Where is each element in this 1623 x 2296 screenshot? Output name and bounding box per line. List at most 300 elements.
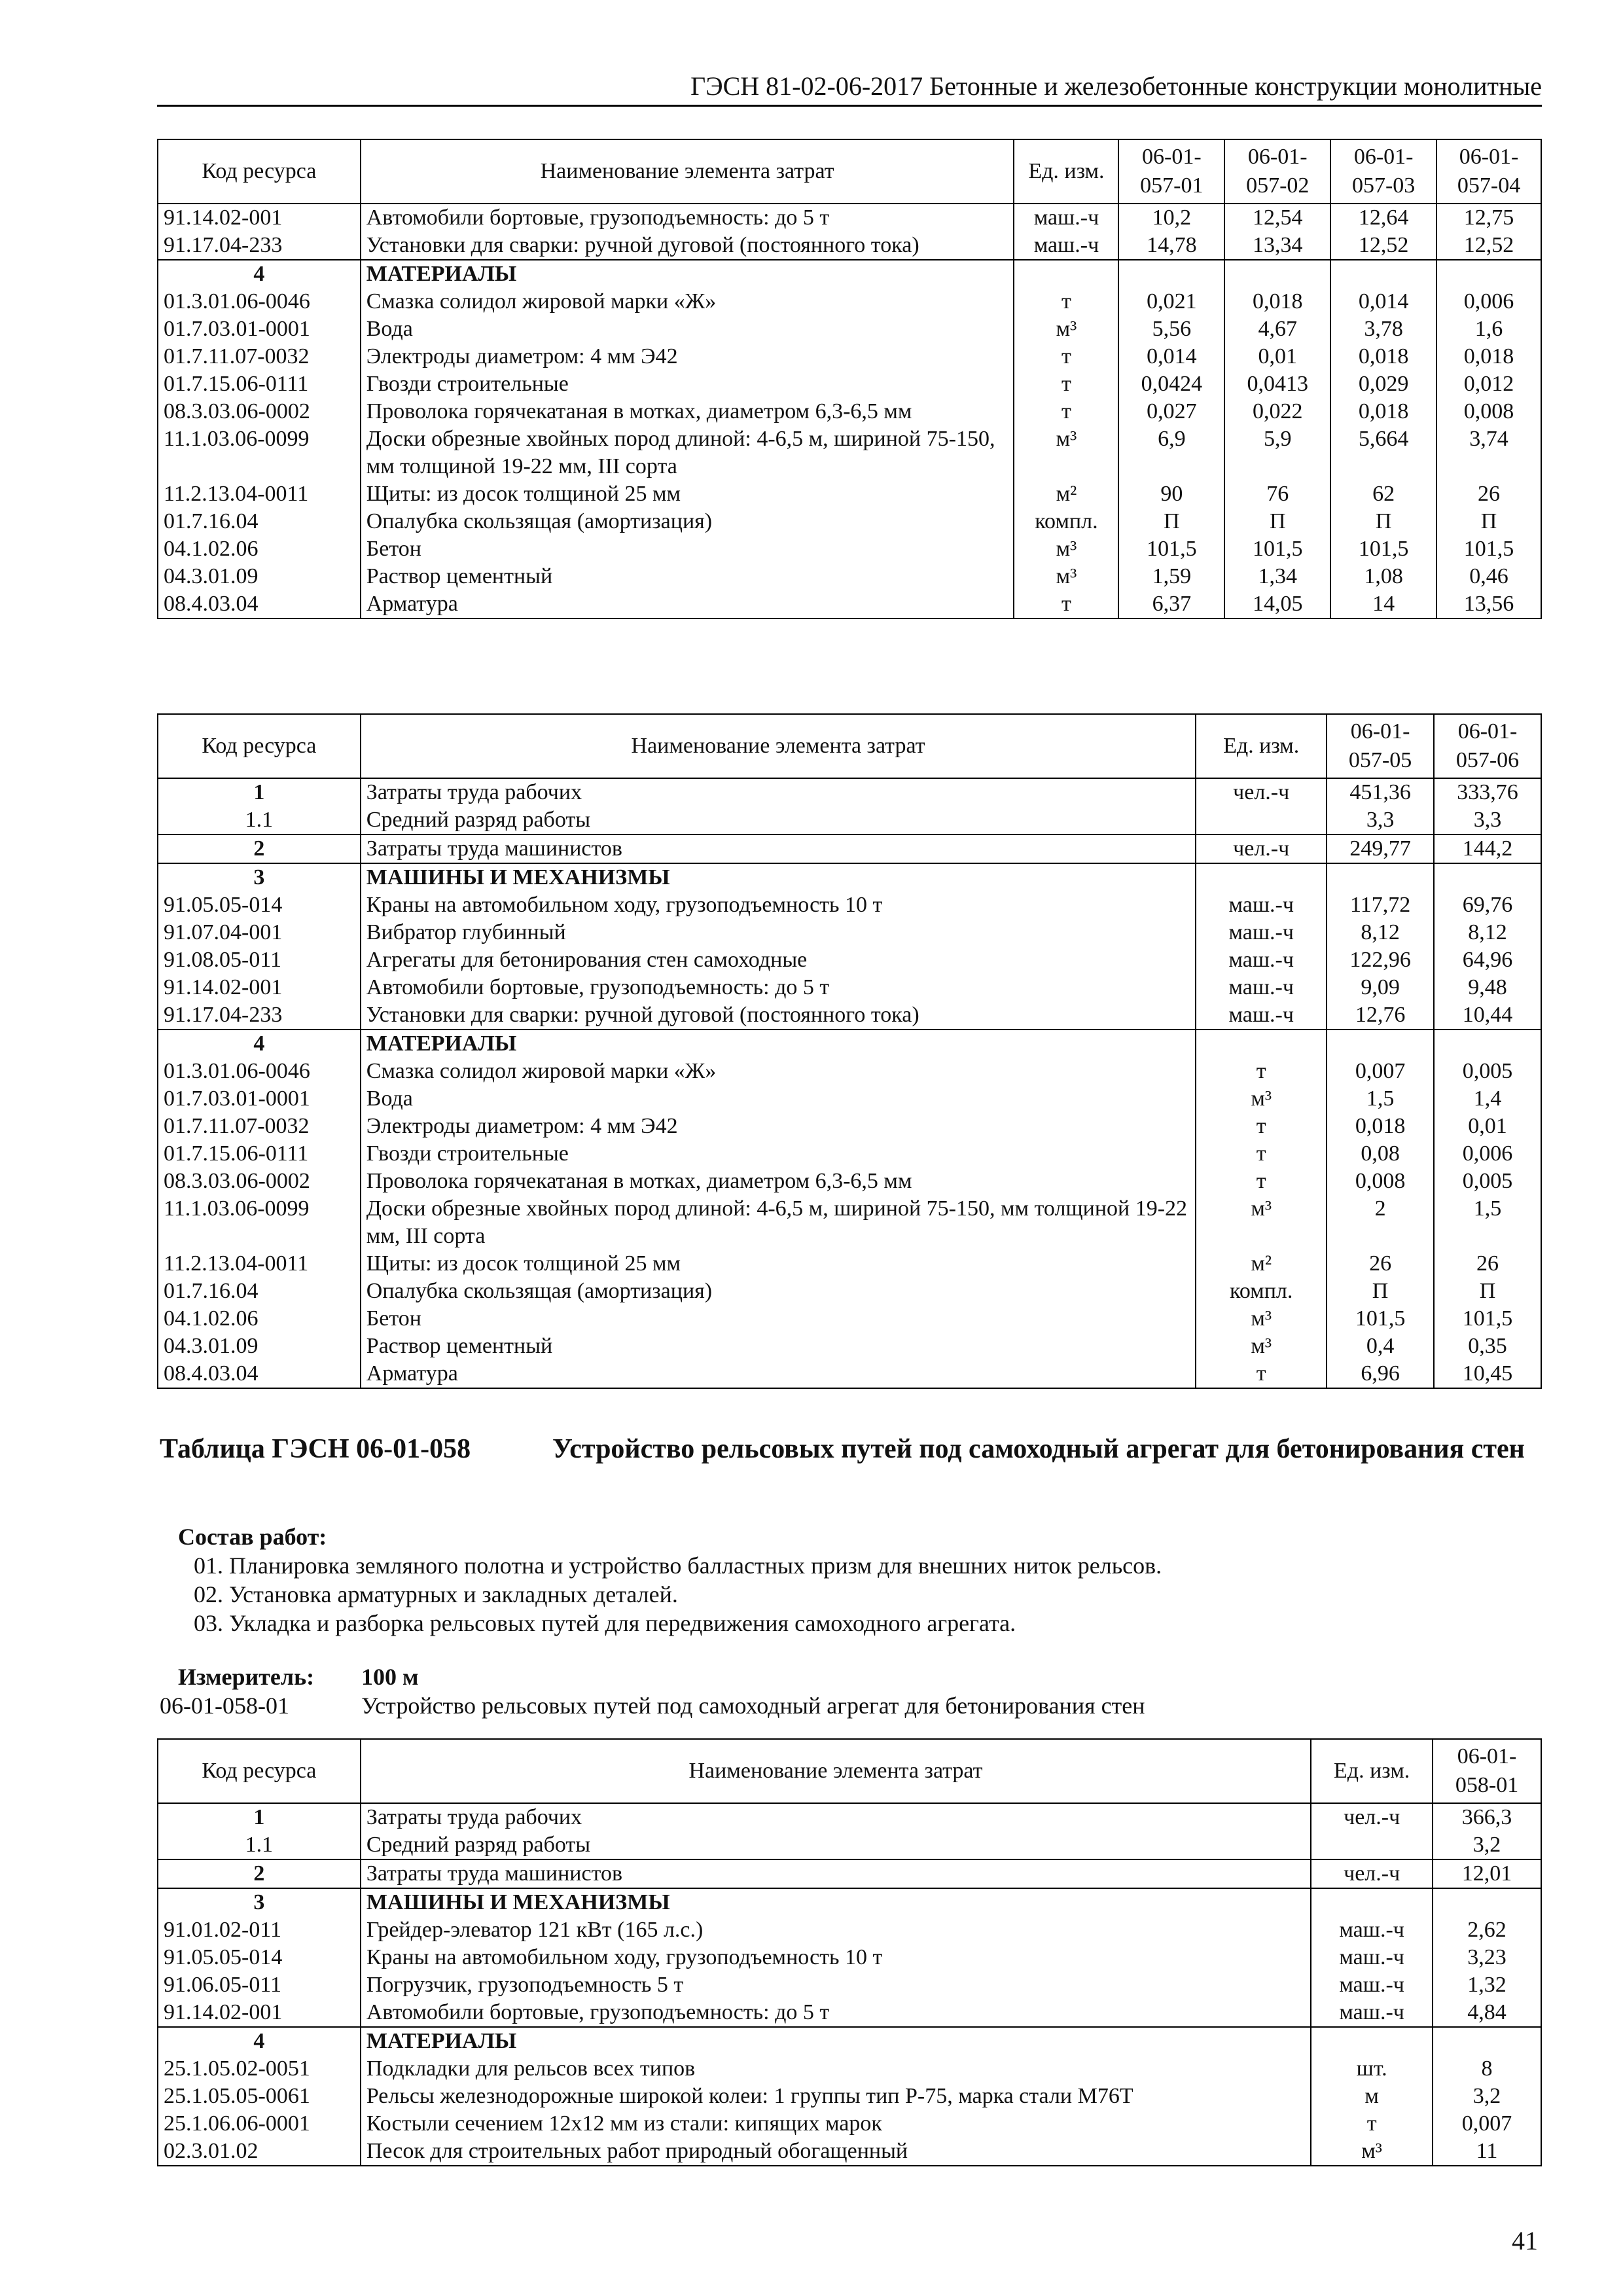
norm-value: 3,78 [1330, 315, 1436, 343]
meter-value: 100 м [361, 1664, 419, 1690]
norm-value: 0,012 [1436, 370, 1541, 398]
unit-of-measure: маш.-ч [1014, 204, 1118, 232]
norm-value: 14,78 [1118, 232, 1224, 260]
unit-of-measure: м³ [1196, 1305, 1327, 1333]
cost-element-name: Грейдер-элеватор 121 кВт (165 л.с.) [361, 1916, 1311, 1944]
resource-code: 25.1.05.02-0051 [158, 2055, 361, 2083]
cost-element-name: Щиты: из досок толщиной 25 мм [361, 1250, 1196, 1278]
unit-of-measure: т [1196, 1058, 1327, 1085]
norm-value: 3,3 [1327, 806, 1434, 834]
norm-value: 1,32 [1433, 1971, 1541, 1999]
norm-value [1434, 863, 1541, 891]
norm-value: 1,5 [1434, 1195, 1541, 1250]
cost-table-057-05-06 [157, 713, 1542, 1389]
norm-value: 12,01 [1433, 1859, 1541, 1888]
norm-value: 8,12 [1327, 919, 1434, 946]
cost-element-name: Арматура [361, 590, 1014, 619]
resource-code: 11.1.03.06-0099 [158, 425, 361, 480]
header-col: 06-01-057-03 [1330, 139, 1436, 204]
unit-of-measure [1196, 806, 1327, 834]
cost-element-name: Опалубка скользящая (амортизация) [361, 1278, 1196, 1305]
norm-code: 06-01-058-01 [160, 1693, 289, 1719]
resource-code: 91.07.04-001 [158, 919, 361, 946]
unit-of-measure: чел.-ч [1196, 778, 1327, 806]
resource-code: 4 [158, 1030, 361, 1058]
norm-value: П [1434, 1278, 1541, 1305]
resource-code: 1.1 [158, 806, 361, 834]
table-row [158, 398, 1541, 425]
page-header: ГЭСН 81-02-06-2017 Бетонные и железобетонные конструкции монолитные [157, 71, 1542, 107]
table-row [158, 1250, 1541, 1278]
resource-code: 25.1.05.05-0061 [158, 2083, 361, 2110]
cost-element-name: Автомобили бортовые, грузоподъемность: до 5 т [361, 974, 1196, 1001]
resource-code: 11.2.13.04-0011 [158, 1250, 361, 1278]
unit-of-measure: м³ [1196, 1085, 1327, 1113]
cost-element-name: Электроды диаметром: 4 мм Э42 [361, 1113, 1196, 1140]
resource-code: 91.14.02-001 [158, 1999, 361, 2027]
resource-code: 91.14.02-001 [158, 974, 361, 1001]
norm-value: 10,2 [1118, 204, 1224, 232]
norm-value: 0,4 [1327, 1333, 1434, 1360]
cost-element-name: Бетон [361, 1305, 1196, 1333]
cost-element-name: Проволока горячекатаная в мотках, диаметром 6,3-6,5 мм [361, 1168, 1196, 1195]
resource-code: 91.05.05-014 [158, 1944, 361, 1971]
unit-of-measure [1196, 863, 1327, 891]
norm-value: 0,027 [1118, 398, 1224, 425]
unit-of-measure: т [1014, 590, 1118, 619]
table-title-label: Таблица ГЭСН 06-01-058 [160, 1434, 471, 1464]
table-row [158, 834, 1541, 863]
table-row [158, 1916, 1541, 1944]
cost-element-name: Доски обрезные хвойных пород длиной: 4-6,5 м, шириной 75-150, мм толщиной 19-22 мм, III сорта [361, 1195, 1196, 1250]
cost-element-name: Установки для сварки: ручной дуговой (постоянного тока) [361, 1001, 1196, 1030]
unit-of-measure: м³ [1196, 1195, 1327, 1250]
table-row [158, 1999, 1541, 2027]
resource-code: 04.3.01.09 [158, 1333, 361, 1360]
table-row [158, 232, 1541, 260]
norm-value: 0,005 [1434, 1058, 1541, 1085]
unit-of-measure: м³ [1014, 535, 1118, 563]
resource-code: 11.1.03.06-0099 [158, 1195, 361, 1250]
norm-value: 5,664 [1330, 425, 1436, 480]
unit-of-measure: м³ [1196, 1333, 1327, 1360]
header-col: 06-01-057-01 [1118, 139, 1224, 204]
cost-element-name: Установки для сварки: ручной дуговой (постоянного тока) [361, 232, 1014, 260]
resource-code: 01.7.16.04 [158, 1278, 361, 1305]
header-col: 06-01-057-02 [1224, 139, 1330, 204]
resource-code: 91.01.02-011 [158, 1916, 361, 1944]
norm-value: 1,08 [1330, 563, 1436, 590]
works-list [178, 1522, 1162, 1638]
resource-code: 01.7.03.01-0001 [158, 315, 361, 343]
norm-value [1436, 260, 1541, 288]
norm-value: 0,008 [1436, 398, 1541, 425]
norm-value: 6,9 [1118, 425, 1224, 480]
table-row [158, 1195, 1541, 1250]
table-row [158, 1859, 1541, 1888]
header-code: Код ресурса [158, 139, 361, 204]
unit-of-measure: чел.-ч [1196, 834, 1327, 863]
norm-value: 0,0413 [1224, 370, 1330, 398]
unit-of-measure: компл. [1014, 508, 1118, 535]
cost-element-name: Гвозди строительные [361, 370, 1014, 398]
norm-value: 26 [1436, 480, 1541, 508]
cost-element-name: Затраты труда машинистов [361, 834, 1196, 863]
resource-code: 25.1.06.06-0001 [158, 2110, 361, 2138]
norm-value: 6,37 [1118, 590, 1224, 619]
resource-code: 2 [158, 1859, 361, 1888]
cost-element-name: Агрегаты для бетонирования стен самоходные [361, 946, 1196, 974]
unit-of-measure: м² [1014, 480, 1118, 508]
unit-of-measure [1311, 1831, 1433, 1859]
resource-code: 4 [158, 2027, 361, 2055]
norm-value: 14 [1330, 590, 1436, 619]
table-row [158, 2110, 1541, 2138]
norm-value: П [1118, 508, 1224, 535]
resource-code: 1.1 [158, 1831, 361, 1859]
norm-value [1433, 2027, 1541, 2055]
header-col: 06-01-057-05 [1327, 714, 1434, 778]
cost-element-name: Доски обрезные хвойных пород длиной: 4-6,5 м, шириной 75-150, мм толщиной 19-22 мм, III сорта [361, 425, 1014, 480]
cost-element-name: Щиты: из досок толщиной 25 мм [361, 480, 1014, 508]
norm-value: 3,2 [1433, 2083, 1541, 2110]
table-row [158, 1831, 1541, 1859]
resource-code: 01.7.15.06-0111 [158, 370, 361, 398]
resource-code: 01.7.15.06-0111 [158, 1140, 361, 1168]
norm-value: 0,0424 [1118, 370, 1224, 398]
page-number: 41 [1512, 2226, 1538, 2255]
table-row [158, 2138, 1541, 2166]
norm-value: 10,45 [1434, 1360, 1541, 1388]
table-row [158, 204, 1541, 232]
unit-of-measure: м² [1196, 1250, 1327, 1278]
cost-element-name: МАТЕРИАЛЫ [361, 260, 1014, 288]
cost-table-057-01-04 [157, 139, 1542, 619]
cost-element-name: Смазка солидол жировой марки «Ж» [361, 288, 1014, 315]
header-col: 06-01-057-04 [1436, 139, 1541, 204]
table-row [158, 288, 1541, 315]
unit-of-measure: маш.-ч [1196, 974, 1327, 1001]
unit-of-measure: маш.-ч [1196, 1001, 1327, 1030]
meter-label: Измеритель: [178, 1664, 315, 1690]
table-row [158, 806, 1541, 834]
unit-of-measure: чел.-ч [1311, 1803, 1433, 1831]
norm-value [1224, 260, 1330, 288]
norm-value: 3,23 [1433, 1944, 1541, 1971]
unit-of-measure: маш.-ч [1196, 946, 1327, 974]
unit-of-measure: маш.-ч [1311, 1971, 1433, 1999]
norm-value: 101,5 [1330, 535, 1436, 563]
norm-value: 12,76 [1327, 1001, 1434, 1030]
resource-code: 91.14.02-001 [158, 204, 361, 232]
norm-value: 101,5 [1436, 535, 1541, 563]
norm-value: 2 [1327, 1195, 1434, 1250]
norm-value: 2,62 [1433, 1916, 1541, 1944]
norm-value: 0,01 [1224, 343, 1330, 370]
resource-code: 3 [158, 863, 361, 891]
cost-element-name: Затраты труда рабочих [361, 1803, 1311, 1831]
unit-of-measure: маш.-ч [1311, 1916, 1433, 1944]
table-row [158, 315, 1541, 343]
cost-element-name: Средний разряд работы [361, 1831, 1311, 1859]
norm-value: 0,018 [1224, 288, 1330, 315]
norm-value: 1,59 [1118, 563, 1224, 590]
norm-value [1327, 863, 1434, 891]
norm-value: 366,3 [1433, 1803, 1541, 1831]
norm-value: 0,01 [1434, 1113, 1541, 1140]
unit-of-measure: маш.-ч [1311, 1944, 1433, 1971]
norm-value: 13,34 [1224, 232, 1330, 260]
norm-value: 69,76 [1434, 891, 1541, 919]
header-col: 06-01-057-06 [1434, 714, 1541, 778]
norm-value: 11 [1433, 2138, 1541, 2166]
resource-code: 01.7.11.07-0032 [158, 1113, 361, 1140]
table-row [158, 1140, 1541, 1168]
norm-value: 8,12 [1434, 919, 1541, 946]
table-row [158, 1113, 1541, 1140]
cost-element-name: Костыли сечением 12х12 мм из стали: кипящих марок [361, 2110, 1311, 2138]
table-row [158, 1888, 1541, 1916]
header-name: Наименование элемента затрат [361, 714, 1196, 778]
resource-code: 01.3.01.06-0046 [158, 1058, 361, 1085]
norm-value: 13,56 [1436, 590, 1541, 619]
resource-code: 08.4.03.04 [158, 590, 361, 619]
norm-value: 0,022 [1224, 398, 1330, 425]
norm-value: 0,018 [1330, 343, 1436, 370]
table-row [158, 370, 1541, 398]
norm-value: 5,9 [1224, 425, 1330, 480]
resource-code: 1 [158, 778, 361, 806]
norm-value: 9,48 [1434, 974, 1541, 1001]
unit-of-measure: чел.-ч [1311, 1859, 1433, 1888]
unit-of-measure: м³ [1014, 425, 1118, 480]
norm-value: 90 [1118, 480, 1224, 508]
header-code: Код ресурса [158, 1739, 361, 1803]
unit-of-measure: т [1014, 288, 1118, 315]
norm-value: 249,77 [1327, 834, 1434, 863]
norm-value: 4,67 [1224, 315, 1330, 343]
table-row [158, 260, 1541, 288]
norm-value: 62 [1330, 480, 1436, 508]
resource-code: 91.17.04-233 [158, 232, 361, 260]
norm-value: П [1327, 1278, 1434, 1305]
norm-value: 0,018 [1327, 1113, 1434, 1140]
table-row [158, 1360, 1541, 1388]
norm-value: 1,4 [1434, 1085, 1541, 1113]
resource-code: 04.1.02.06 [158, 535, 361, 563]
norm-value: 12,52 [1330, 232, 1436, 260]
resource-code: 08.4.03.04 [158, 1360, 361, 1388]
cost-element-name: Погрузчик, грузоподъемность 5 т [361, 1971, 1311, 1999]
table-row [158, 919, 1541, 946]
resource-code: 2 [158, 834, 361, 863]
norm-value: 101,5 [1224, 535, 1330, 563]
resource-code: 91.05.05-014 [158, 891, 361, 919]
norm-value: 3,74 [1436, 425, 1541, 480]
norm-value: 64,96 [1434, 946, 1541, 974]
table-row [158, 1168, 1541, 1195]
table-row [158, 1278, 1541, 1305]
header-name: Наименование элемента затрат [361, 139, 1014, 204]
norm-value: 101,5 [1434, 1305, 1541, 1333]
cost-element-name: МАТЕРИАЛЫ [361, 1030, 1196, 1058]
norm-value: 117,72 [1327, 891, 1434, 919]
norm-value: 0,014 [1330, 288, 1436, 315]
resource-code: 91.08.05-011 [158, 946, 361, 974]
norm-value: П [1330, 508, 1436, 535]
cost-element-name: Вибратор глубинный [361, 919, 1196, 946]
table-row [158, 1944, 1541, 1971]
table-row [158, 343, 1541, 370]
unit-of-measure: т [1014, 398, 1118, 425]
unit-of-measure [1014, 260, 1118, 288]
cost-element-name: Электроды диаметром: 4 мм Э42 [361, 343, 1014, 370]
cost-element-name: Раствор цементный [361, 563, 1014, 590]
norm-value: 0,018 [1436, 343, 1541, 370]
table-row [158, 508, 1541, 535]
table-row [158, 863, 1541, 891]
norm-value [1434, 1030, 1541, 1058]
norm-value: 1,6 [1436, 315, 1541, 343]
cost-element-name: Автомобили бортовые, грузоподъемность: до 5 т [361, 204, 1014, 232]
norm-value: 0,006 [1434, 1140, 1541, 1168]
norm-value [1118, 260, 1224, 288]
table-body [158, 778, 1541, 1388]
resource-code: 08.3.03.06-0002 [158, 398, 361, 425]
norm-value: 0,008 [1327, 1168, 1434, 1195]
norm-value: 76 [1224, 480, 1330, 508]
cost-element-name: Автомобили бортовые, грузоподъемность: до 5 т [361, 1999, 1311, 2027]
norm-value: 9,09 [1327, 974, 1434, 1001]
unit-of-measure: компл. [1196, 1278, 1327, 1305]
table-row [158, 891, 1541, 919]
unit-of-measure: маш.-ч [1196, 891, 1327, 919]
cost-element-name: Затраты труда рабочих [361, 778, 1196, 806]
norm-value: 122,96 [1327, 946, 1434, 974]
norm-value: 6,96 [1327, 1360, 1434, 1388]
norm-value: 333,76 [1434, 778, 1541, 806]
cost-element-name: МАШИНЫ И МЕХАНИЗМЫ [361, 863, 1196, 891]
norm-value: 12,75 [1436, 204, 1541, 232]
unit-of-measure: маш.-ч [1014, 232, 1118, 260]
cost-element-name: Средний разряд работы [361, 806, 1196, 834]
table-row [158, 480, 1541, 508]
resource-code: 04.3.01.09 [158, 563, 361, 590]
norm-value: 10,44 [1434, 1001, 1541, 1030]
resource-code: 3 [158, 1888, 361, 1916]
cost-element-name: Краны на автомобильном ходу, грузоподъемность 10 т [361, 1944, 1311, 1971]
resource-code: 91.06.05-011 [158, 1971, 361, 1999]
cost-element-name: Опалубка скользящая (амортизация) [361, 508, 1014, 535]
table-row [158, 1971, 1541, 1999]
cost-element-name: МАШИНЫ И МЕХАНИЗМЫ [361, 1888, 1311, 1916]
cost-element-name: Рельсы железнодорожные широкой колеи: 1 группы тип Р-75, марка стали М76Т [361, 2083, 1311, 2110]
norm-value [1327, 1030, 1434, 1058]
resource-code: 04.1.02.06 [158, 1305, 361, 1333]
norm-value [1433, 1888, 1541, 1916]
table-body [158, 1803, 1541, 2166]
cost-element-name: Бетон [361, 535, 1014, 563]
header-name: Наименование элемента затрат [361, 1739, 1311, 1803]
table-row [158, 2083, 1541, 2110]
norm-value: 0,35 [1434, 1333, 1541, 1360]
cost-element-name: Подкладки для рельсов всех типов [361, 2055, 1311, 2083]
table-row [158, 590, 1541, 619]
unit-of-measure: т [1196, 1113, 1327, 1140]
table-title-text: Устройство рельсовых путей под самоходный агрегат для бетонирования стен [552, 1434, 1525, 1464]
header-unit: Ед. изм. [1311, 1739, 1433, 1803]
unit-of-measure [1196, 1030, 1327, 1058]
norm-value: 0,006 [1436, 288, 1541, 315]
norm-value: 0,014 [1118, 343, 1224, 370]
resource-code: 02.3.01.02 [158, 2138, 361, 2166]
unit-of-measure [1311, 2027, 1433, 2055]
unit-of-measure: м³ [1014, 563, 1118, 590]
norm-value [1330, 260, 1436, 288]
header-col: 06-01-058-01 [1433, 1739, 1541, 1803]
table-row [158, 1001, 1541, 1030]
table-row [158, 1030, 1541, 1058]
cost-table-058-01 [157, 1738, 1542, 2166]
resource-code: 01.7.16.04 [158, 508, 361, 535]
resource-code: 1 [158, 1803, 361, 1831]
meter-block [160, 1662, 1534, 1720]
works-heading: Состав работ: [178, 1524, 327, 1550]
header-code: Код ресурса [158, 714, 361, 778]
norm-value: 0,007 [1327, 1058, 1434, 1085]
norm-value: 12,54 [1224, 204, 1330, 232]
cost-element-name: Краны на автомобильном ходу, грузоподъемность 10 т [361, 891, 1196, 919]
norm-value: П [1436, 508, 1541, 535]
cost-element-name: Арматура [361, 1360, 1196, 1388]
norm-value: 0,007 [1433, 2110, 1541, 2138]
unit-of-measure: м [1311, 2083, 1433, 2110]
unit-of-measure [1311, 1888, 1433, 1916]
table-body [158, 204, 1541, 619]
norm-value: 451,36 [1327, 778, 1434, 806]
norm-value: 3,2 [1433, 1831, 1541, 1859]
cost-element-name: Смазка солидол жировой марки «Ж» [361, 1058, 1196, 1085]
unit-of-measure: т [1311, 2110, 1433, 2138]
header-unit: Ед. изм. [1014, 139, 1118, 204]
resource-code: 01.7.03.01-0001 [158, 1085, 361, 1113]
resource-code: 01.7.11.07-0032 [158, 343, 361, 370]
norm-value: 101,5 [1327, 1305, 1434, 1333]
resource-code: 11.2.13.04-0011 [158, 480, 361, 508]
cost-element-name: Гвозди строительные [361, 1140, 1196, 1168]
cost-element-name: МАТЕРИАЛЫ [361, 2027, 1311, 2055]
unit-of-measure: т [1196, 1140, 1327, 1168]
table-row [158, 425, 1541, 480]
norm-value: 1,34 [1224, 563, 1330, 590]
norm-value: 8 [1433, 2055, 1541, 2083]
table-row [158, 1305, 1541, 1333]
table-row [158, 974, 1541, 1001]
resource-code: 01.3.01.06-0046 [158, 288, 361, 315]
unit-of-measure: т [1014, 370, 1118, 398]
norm-value: 1,5 [1327, 1085, 1434, 1113]
table-row [158, 1085, 1541, 1113]
table-row [158, 2055, 1541, 2083]
norm-value: 4,84 [1433, 1999, 1541, 2027]
norm-value: 101,5 [1118, 535, 1224, 563]
norm-value: 0,46 [1436, 563, 1541, 590]
table-row [158, 535, 1541, 563]
table-row [158, 946, 1541, 974]
works-item: 01. Планировка земляного полотна и устройство балластных призм для внешних ниток рельсов. [194, 1552, 1162, 1579]
unit-of-measure: т [1196, 1168, 1327, 1195]
norm-value: 26 [1327, 1250, 1434, 1278]
